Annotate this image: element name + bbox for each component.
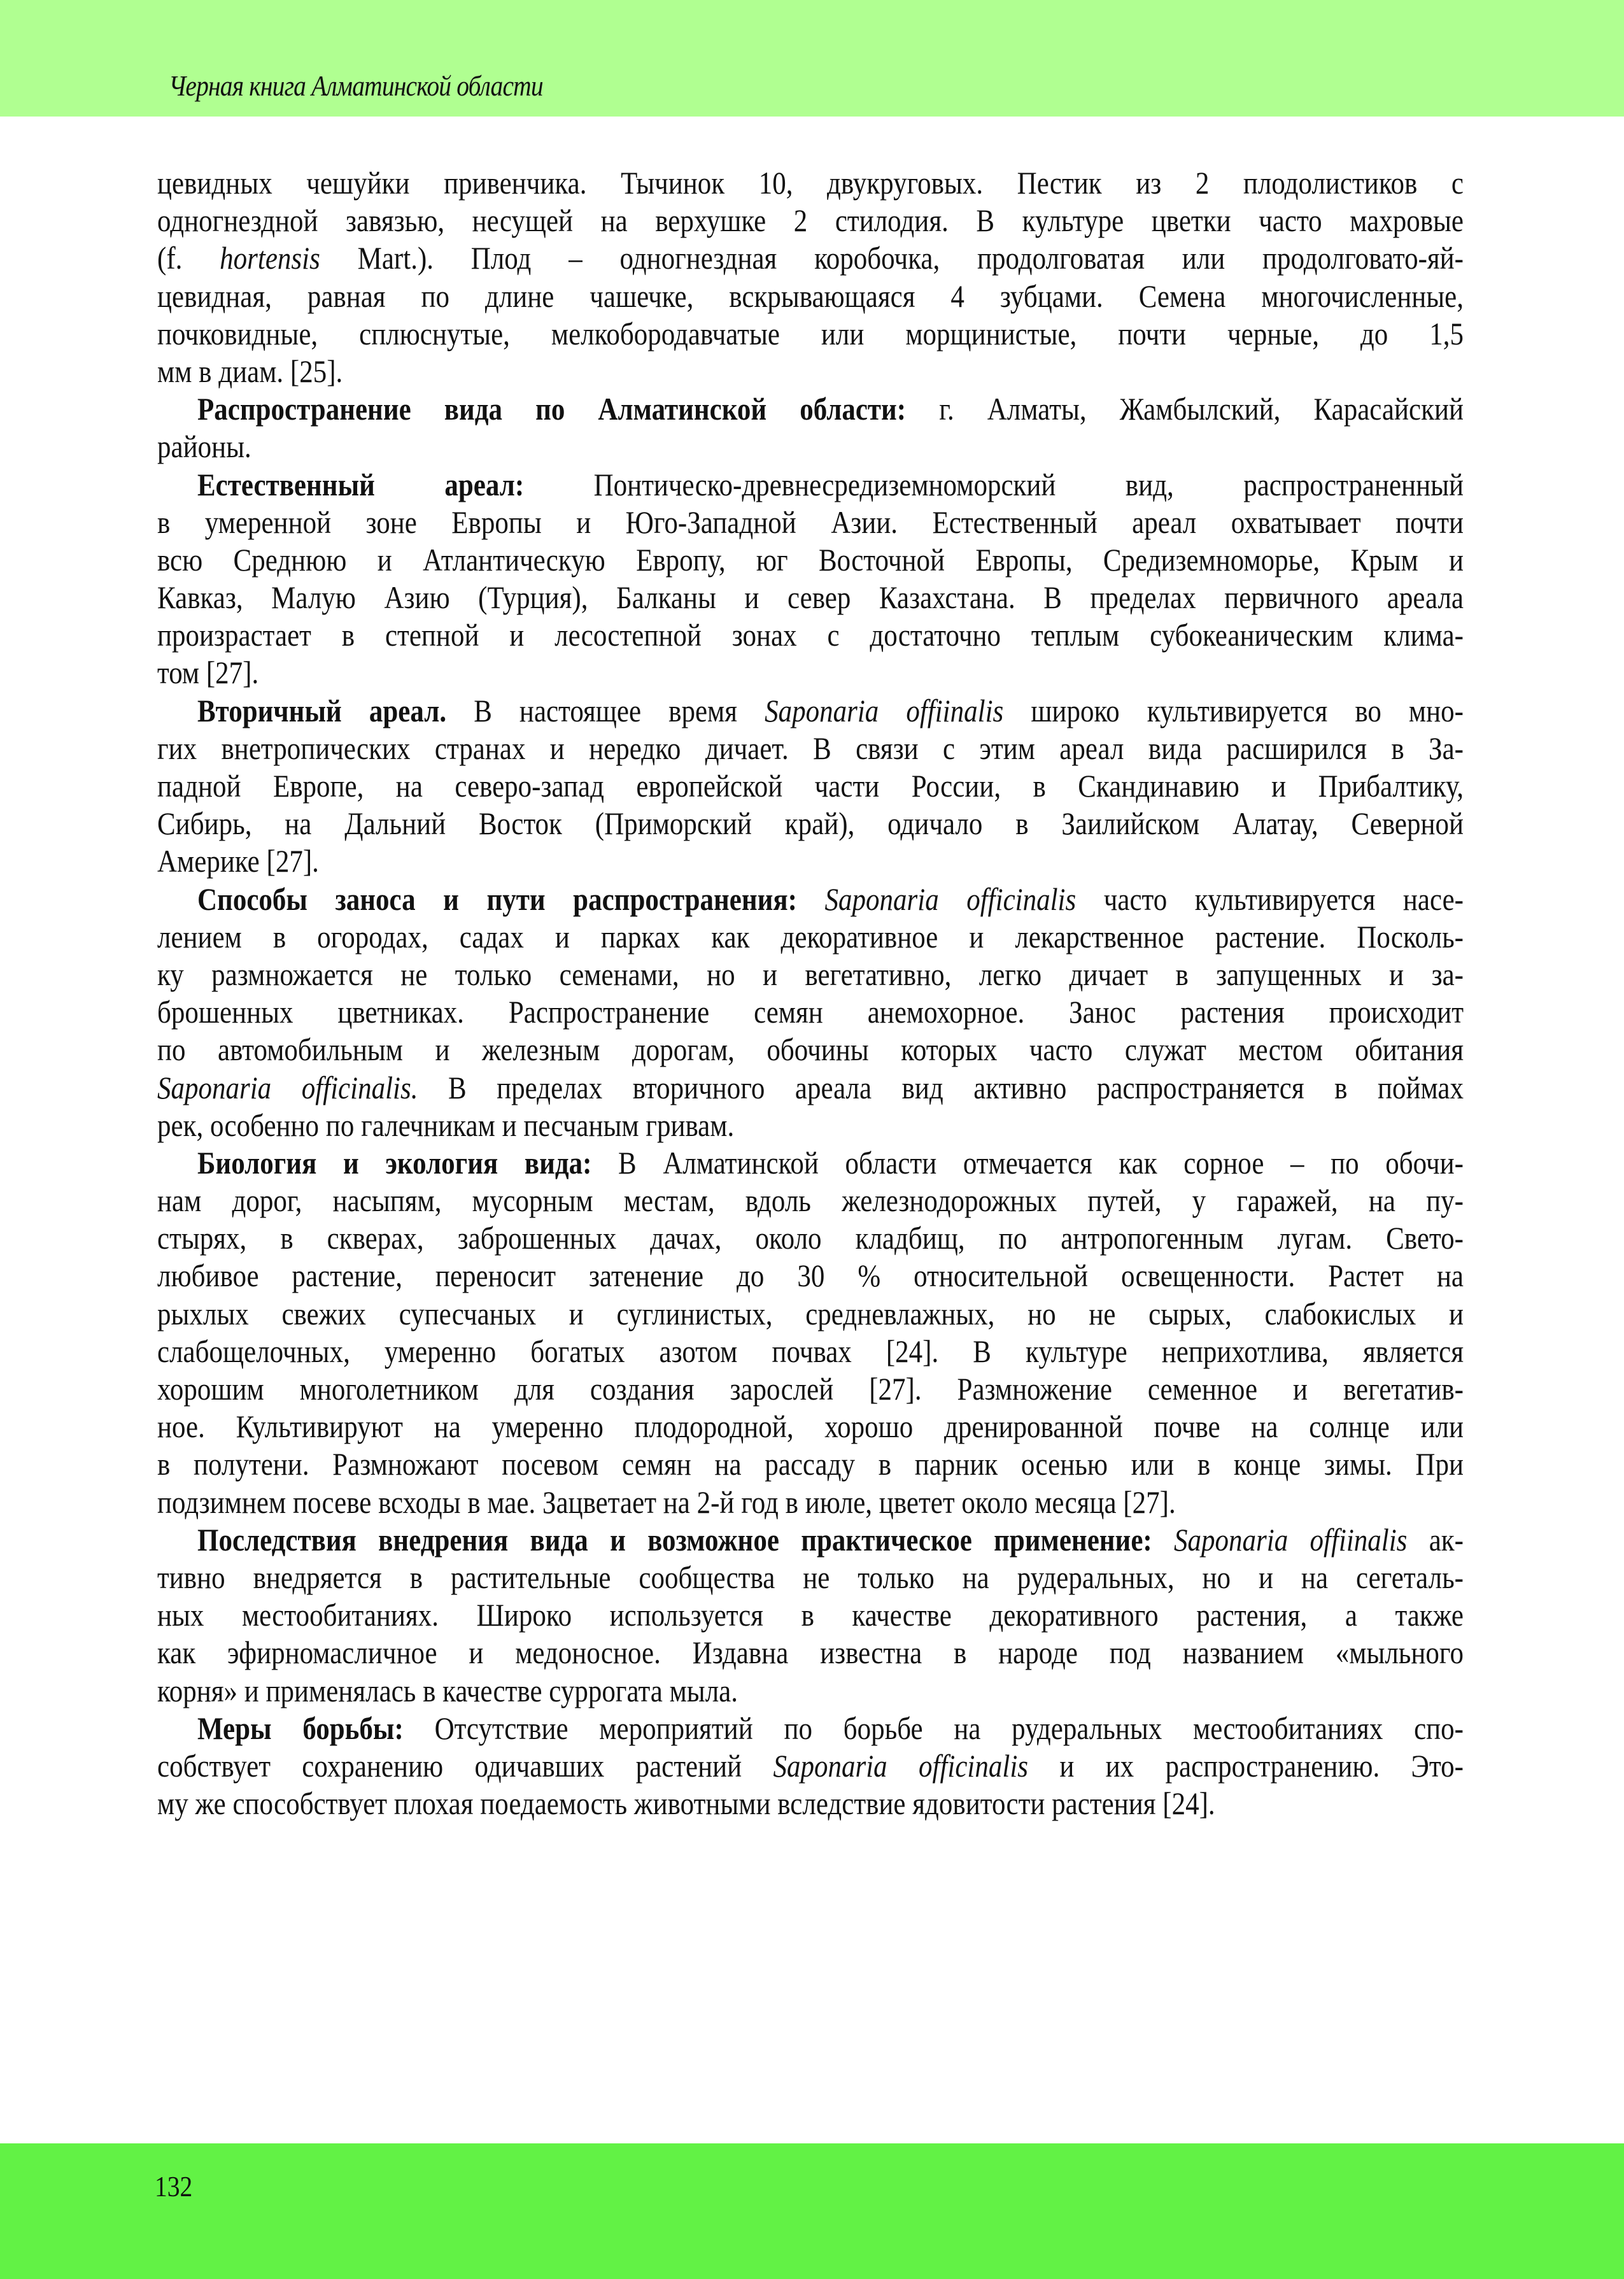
text-segment: районы. (157, 429, 251, 465)
text-line (157, 504, 1464, 541)
section-heading: Меры борьбы: (197, 1710, 404, 1746)
latin-name: Saponaria officinalis (824, 881, 1077, 917)
text-line (157, 1257, 1464, 1295)
text-segment: том [27]. (157, 655, 259, 691)
paragraph-introduction-pathways (157, 881, 1464, 1144)
text-line (157, 466, 1464, 504)
text-line (157, 1370, 1464, 1408)
page-number: 132 (155, 2170, 193, 2203)
text-segment: корня» и применялась в качестве суррогата мыла. (157, 1672, 738, 1708)
text-line (157, 1144, 1464, 1182)
text-line (157, 1747, 1464, 1785)
text-segment: цевидная, равная по длине чашечке, вскрывающаяся 4 зубцами. Семена многочисленные, (157, 278, 1464, 314)
section-heading: Способы заноса и пути распространения: (197, 881, 798, 917)
text-line (157, 1408, 1464, 1445)
text-segment: хорошим многолетником для создания зарослей [27]. Размножение семенное и вегетатив- (157, 1371, 1464, 1407)
latin-name: Saponaria offiinalis (765, 692, 1004, 728)
section-heading: Распространение вида по Алматинской области: (197, 391, 907, 427)
text-line (157, 1182, 1464, 1219)
text-segment: по автомобильным и железным дорогам, обочины которых часто служат местом обитания (157, 1032, 1464, 1068)
text-segment: как эфирномасличное и медоносное. Издавна известна в народе под названием «мыльного (157, 1635, 1464, 1671)
text-line (157, 1559, 1464, 1596)
paragraph-control-measures (157, 1710, 1464, 1823)
text-line (157, 1031, 1464, 1069)
text-line (157, 1333, 1464, 1370)
text-line (157, 730, 1464, 767)
text-line (157, 164, 1464, 202)
text-segment: падной Европе, на северо-запад европейской части России, в Скандинавию и Прибалтику, (157, 768, 1464, 804)
latin-name: Saponaria officinalis. (157, 1069, 418, 1105)
text-segment: В пределах вторичного ареала вид активно распространяется в поймах (418, 1069, 1464, 1105)
text-segment: часто культивируется насе- (1076, 881, 1464, 917)
text-line (157, 1107, 1464, 1144)
text-line (157, 654, 1464, 692)
text-segment: Америке [27]. (157, 843, 319, 879)
text-segment: произрастает в степной и лесостепной зонах с достаточно теплым субокеаническим клима- (157, 617, 1464, 653)
text-segment: нам дорог, насыпям, мусорным местам, вдоль железнодорожных путей, у гаражей, на пу- (157, 1182, 1464, 1219)
section-heading: Последствия внедрения вида и возможное практическое применение: (197, 1521, 1152, 1558)
text-line (157, 956, 1464, 993)
text-segment: подзимнем посеве всходы в мае. Зацветает на 2-й год в июле, цветет около месяца [27]. (157, 1484, 1176, 1520)
text-segment: Понтическо-древнесредиземноморский вид, распространенный (524, 466, 1464, 502)
text-line (157, 1634, 1464, 1672)
text-line (157, 1785, 1464, 1822)
section-heading: Биология и экология вида: (197, 1144, 592, 1181)
text-segment: рек, особенно по галечникам и песчаным гривам. (157, 1107, 735, 1143)
text-line (157, 842, 1464, 880)
text-segment: ак- (1407, 1521, 1464, 1558)
text-segment: гих внетропических странах и нередко дичает. В связи с этим ареал вида расширился в За- (157, 730, 1464, 766)
text-line (157, 881, 1464, 918)
text-line (157, 1710, 1464, 1747)
body-text (157, 164, 1464, 1822)
latin-name: Saponaria officinalis (773, 1747, 1029, 1784)
text-line (157, 278, 1464, 315)
text-line (157, 390, 1464, 428)
paragraph-consequences-and-use (157, 1521, 1464, 1710)
text-segment: тивно внедряется в растительные сообщества не только на рудеральных, но и на сегеталь- (157, 1559, 1464, 1595)
text-line (157, 353, 1464, 390)
text-line (157, 1484, 1464, 1521)
text-segment: в полутени. Размножают посевом семян на рассаду в парник осенью или в конце зимы. При (157, 1446, 1464, 1482)
text-line (157, 918, 1464, 956)
text-line (157, 202, 1464, 239)
text-segment: Отсутствие мероприятий по борьбе на рудеральных местообитаниях спо- (403, 1710, 1464, 1746)
section-heading: Вторичный ареал. (197, 692, 447, 728)
text-segment: стырях, в скверах, заброшенных дачах, около кладбищ, по антропогенным лугам. Свето- (157, 1220, 1464, 1256)
text-segment (1152, 1522, 1174, 1558)
text-segment: мм в диам. [25]. (157, 353, 343, 389)
text-segment: любивое растение, переносит затенение до 30 % относительной освещенности. Растет на (157, 1258, 1464, 1294)
text-segment: цевидных чешуйки привенчика. Тычинок 10, двукруговых. Пестик из 2 плодолистиков с (157, 165, 1464, 201)
text-segment: Кавказ, Малую Азию (Турция), Балканы и север Казахстана. В пределах первичного ареала (157, 579, 1464, 616)
text-segment: В настоящее время (446, 692, 765, 728)
latin-name: Saponaria offiinalis (1174, 1521, 1408, 1558)
text-line (157, 1295, 1464, 1333)
text-segment: широко культивируется во мно- (1003, 692, 1464, 728)
text-segment: В Алматинской области отмечается как сорное – по обочи- (591, 1144, 1464, 1181)
text-segment: почковидные, сплюснутые, мелкобородавчатые или морщинистые, почти черные, до 1,5 (157, 315, 1464, 351)
text-segment (797, 881, 825, 917)
text-segment: ных местообитаниях. Широко используется в качестве декоративного растения, а также (157, 1597, 1464, 1633)
text-segment: слабощелочных, умеренно богатых азотом почвах [24]. В культуре неприхотлива, является (157, 1333, 1464, 1369)
text-segment: Mart.). Плод – одногнездная коробочка, продолговатая или продолговато-яй- (320, 240, 1464, 276)
text-segment: Сибирь, на Дальний Восток (Приморский край), одичало в Заилийском Алатау, Северной (157, 806, 1464, 842)
text-segment: и их распространению. Это- (1028, 1747, 1464, 1784)
text-segment: (f. (157, 240, 220, 276)
text-line (157, 993, 1464, 1031)
text-line (157, 692, 1464, 730)
text-line (157, 1521, 1464, 1559)
text-line (157, 315, 1464, 353)
text-line (157, 1219, 1464, 1257)
text-segment: собствует сохранению одичавших растений (157, 1747, 773, 1784)
text-line (157, 428, 1464, 465)
text-segment: рыхлых свежих супесчаных и суглинистых, средневлажных, но не сырых, слабокислых и (157, 1295, 1464, 1331)
text-line (157, 1672, 1464, 1710)
running-title: Черная книга Алматинской области (169, 69, 543, 102)
paragraph-distribution-region (157, 390, 1464, 465)
text-segment: г. Алматы, Жамбылский, Карасайский (906, 391, 1464, 427)
text-segment: брошенных цветниках. Распространение семян анемохорное. Занос растения происходит (157, 994, 1464, 1030)
text-segment: одногнездной завязью, несущей на верхушке 2 стилодия. В культуре цветки часто махровые (157, 202, 1464, 239)
text-line (157, 767, 1464, 805)
header-band (0, 0, 1624, 117)
text-segment: лением в огородах, садах и парках как декоративное и лекарственное растение. Посколь- (157, 918, 1464, 955)
text-line (157, 239, 1464, 277)
text-line (157, 1445, 1464, 1483)
text-line (157, 616, 1464, 654)
text-line (157, 1596, 1464, 1634)
text-segment: ку размножается не только семенами, но и вегетативно, легко дичает в запущенных и за- (157, 956, 1464, 992)
paragraph-biology-ecology (157, 1144, 1464, 1521)
text-segment: му же способствует плохая поедаемость животными вследствие ядовитости растения [24]. (157, 1786, 1215, 1822)
footer-band (0, 2143, 1624, 2279)
text-segment: всю Среднюю и Атлантическую Европу, юг Восточной Европы, Средиземноморье, Крым и (157, 541, 1464, 578)
paragraph-description-continued (157, 164, 1464, 390)
text-segment: ное. Культивируют на умеренно плодородной, хорошо дренированной почве на солнце или (157, 1409, 1464, 1445)
text-line (157, 579, 1464, 616)
section-heading: Естественный ареал: (197, 466, 525, 502)
latin-name: hortensis (220, 240, 320, 276)
paragraph-secondary-range (157, 692, 1464, 881)
text-line (157, 1069, 1464, 1107)
paragraph-natural-range (157, 466, 1464, 692)
text-segment: в умеренной зоне Европы и Юго-Западной Азии. Естественный ареал охватывает почти (157, 504, 1464, 540)
text-line (157, 805, 1464, 842)
text-line (157, 541, 1464, 579)
